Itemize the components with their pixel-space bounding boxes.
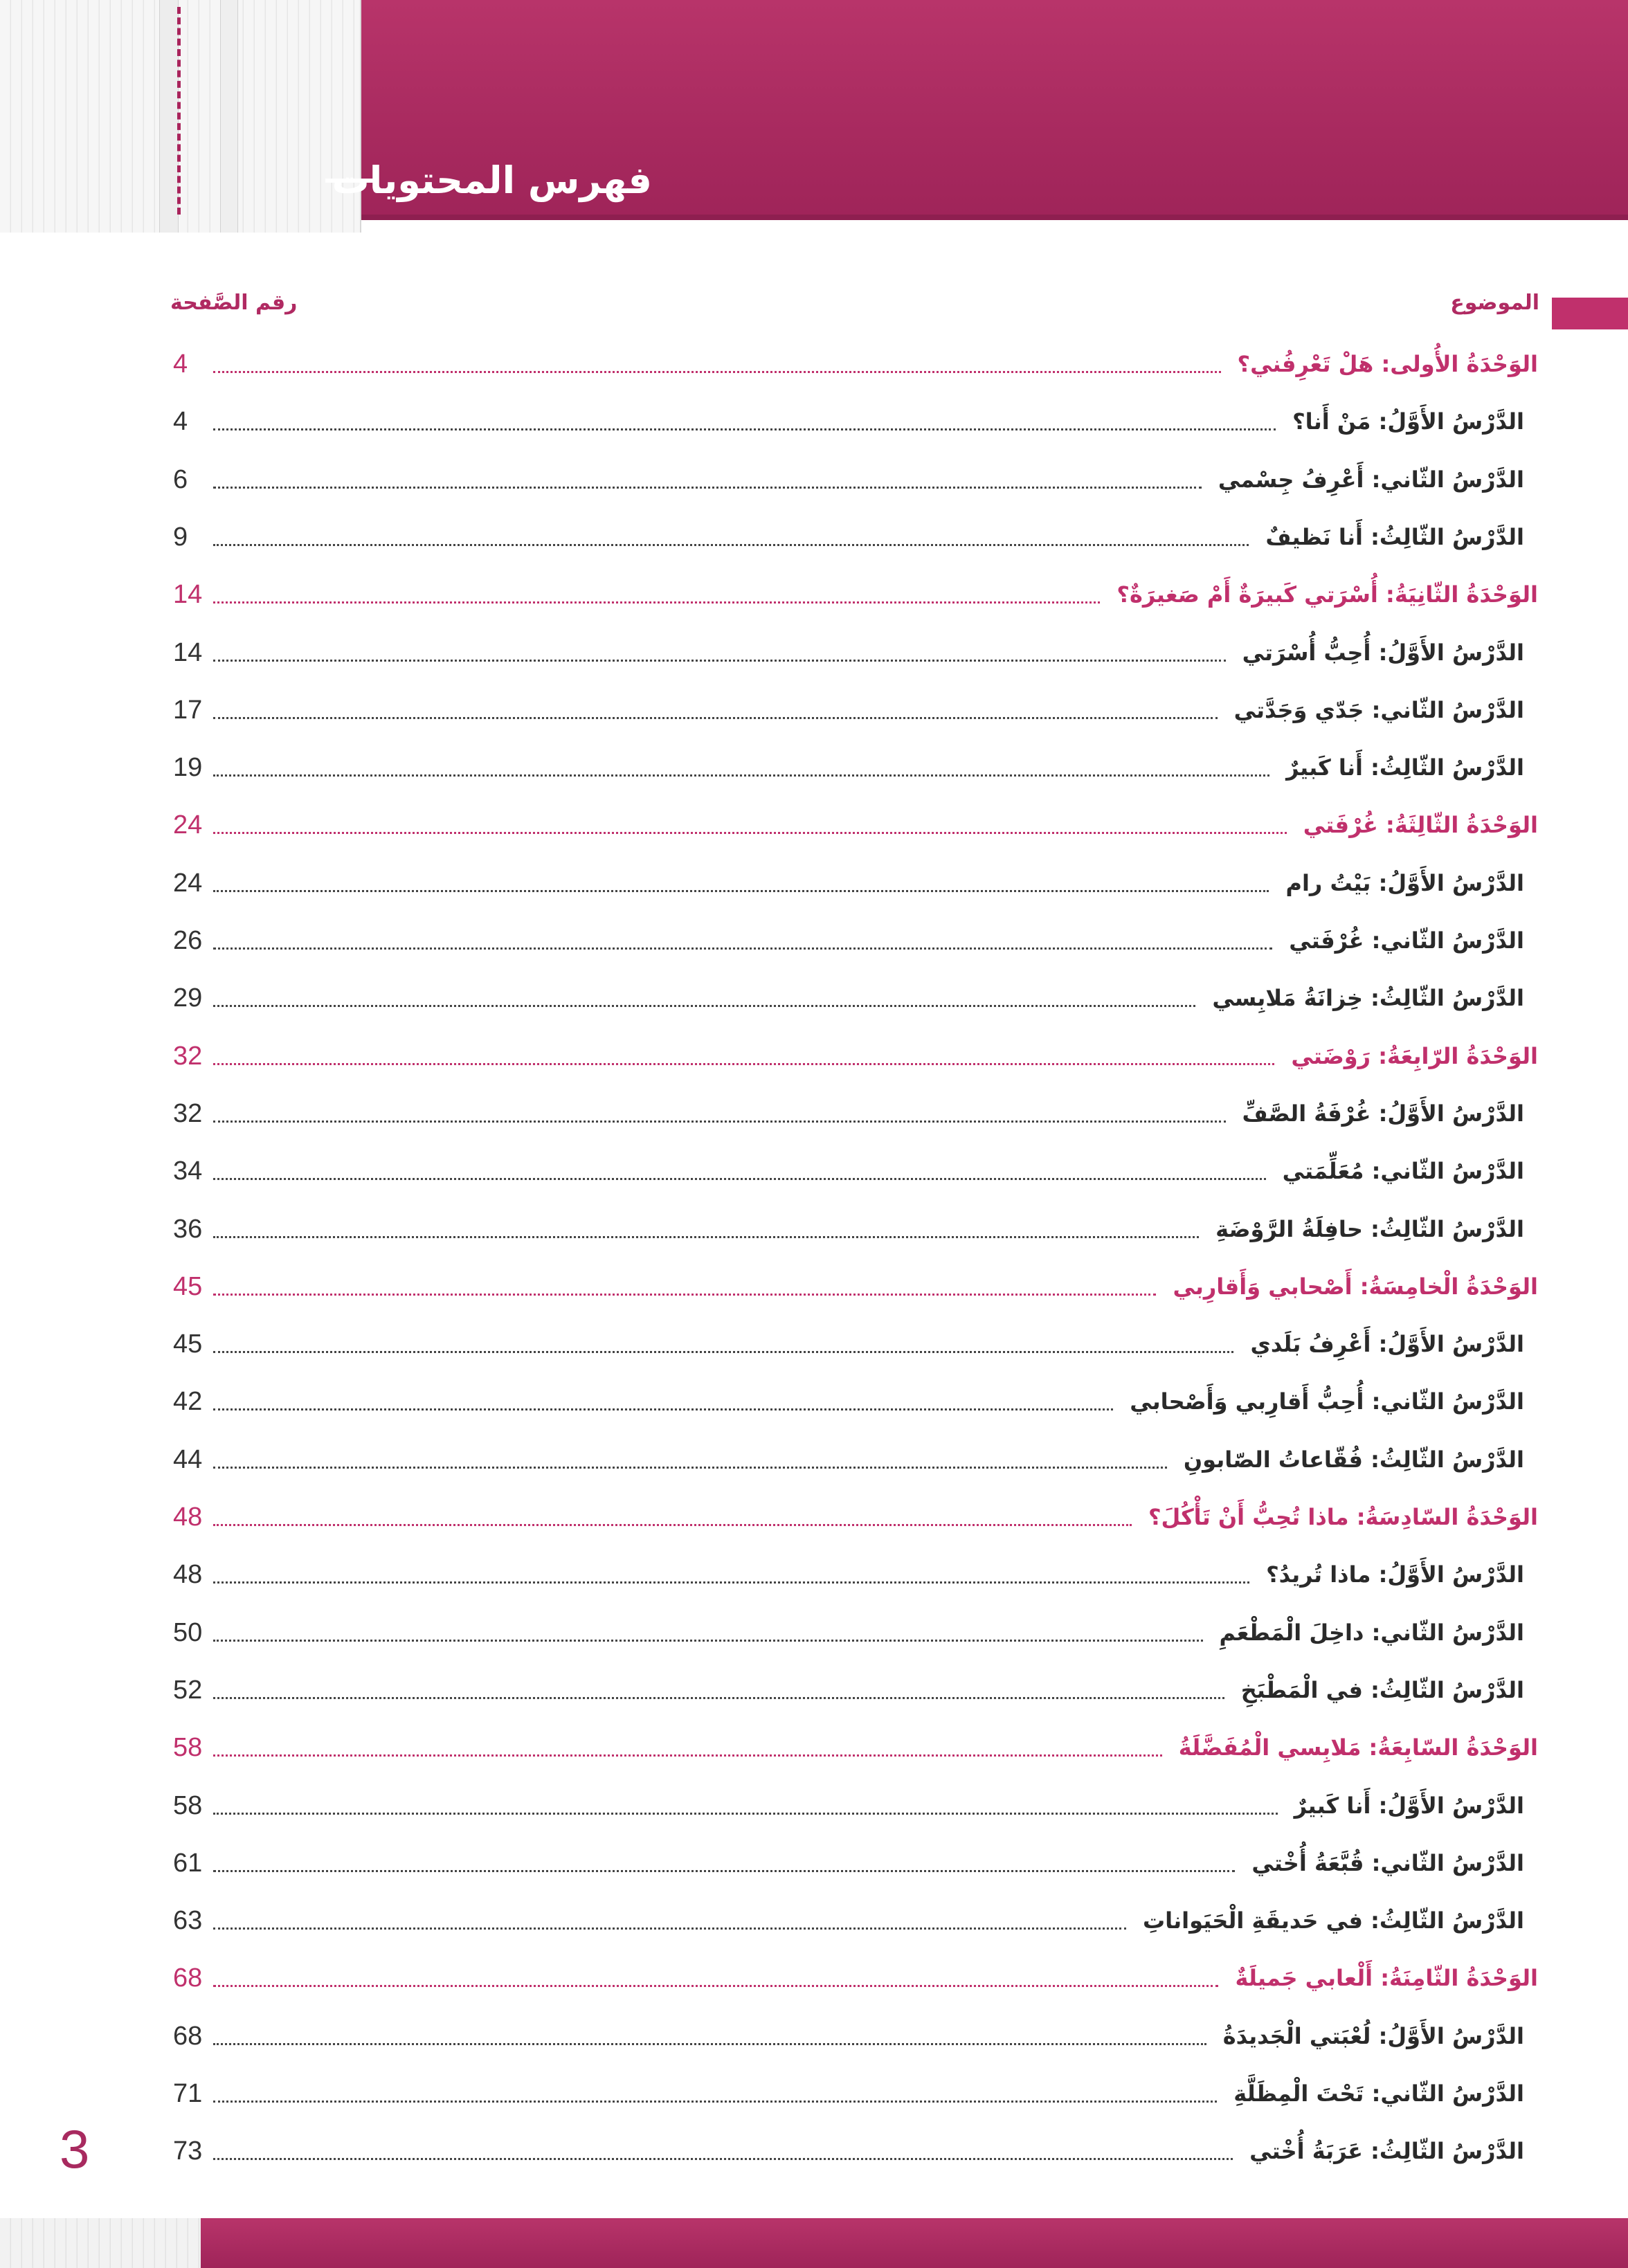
toc-lesson-row[interactable] (0, 1208, 1628, 1250)
toc-lesson-title: الدَّرْسُ الثّالِثُ: في حَديقَةِ الْحَيَواناتِ (1142, 1907, 1524, 1934)
toc-leader-dots (213, 1351, 1233, 1353)
toc-lesson-title: الدَّرْسُ الأَوَّلُ: أُحِبُّ أُسْرَتي (1242, 639, 1524, 666)
toc-lesson-row[interactable] (0, 1093, 1628, 1134)
spine-stitch (177, 7, 181, 215)
toc-unit-row[interactable] (0, 1957, 1628, 1999)
toc-leader-dots (213, 1467, 1167, 1469)
toc-unit-title: الوَحْدَةُ السّابِعَةُ: مَلابِسي الْمُفَضَّلَةُ (1178, 1734, 1538, 1761)
footer-spine (0, 2218, 201, 2268)
toc-page-number: 42 (173, 1387, 203, 1416)
toc-unit-title: الوَحْدَةُ الْخامِسَةُ: أَصْحابي وَأَقارِبي (1173, 1273, 1538, 1300)
toc-lesson-title: الدَّرْسُ الأَوَّلُ: بَيْتُ رام (1285, 870, 1524, 896)
toc-page-number: 34 (173, 1156, 203, 1186)
toc-unit-row[interactable] (0, 1496, 1628, 1538)
toc-lesson-title: الدَّرْسُ الثّاني: غُرْفَتي (1289, 927, 1524, 954)
toc-page-number: 52 (173, 1676, 203, 1705)
toc-unit-title: الوَحْدَةُ السّادِسَةُ: ماذا تُحِبُّ أَنْ تَأْكُلَ؟ (1148, 1504, 1538, 1530)
toc-lesson-row[interactable] (0, 1900, 1628, 1941)
toc-lesson-title: الدَّرْسُ الأَوَّلُ: مَنْ أَنا؟ (1292, 408, 1524, 435)
toc-lesson-row[interactable] (0, 862, 1628, 904)
toc-leader-dots (213, 2043, 1206, 2045)
toc-lesson-title: الدَّرْسُ الثّاني: جَدّي وَجَدَّتي (1233, 697, 1524, 723)
book-spine (0, 0, 361, 233)
spine-stripe (220, 0, 238, 233)
toc-leader-dots (213, 1294, 1156, 1296)
toc-lesson-title: الدَّرْسُ الثّاني: مُعَلِّمَتي (1282, 1158, 1524, 1184)
toc-lesson-row[interactable] (0, 516, 1628, 558)
column-header-page: رقم الصَّفحة (170, 291, 298, 315)
toc-leader-dots (213, 1121, 1226, 1123)
toc-unit-row[interactable] (0, 1727, 1628, 1768)
toc-page-number: 63 (173, 1906, 203, 1935)
toc-unit-title: الوَحْدَةُ الأُولى: هَلْ تَعْرِفُني؟ (1237, 351, 1538, 377)
toc-lesson-row[interactable] (0, 920, 1628, 961)
toc-leader-dots (213, 1063, 1274, 1065)
toc-leader-dots (213, 601, 1100, 604)
toc-lesson-title: الدَّرْسُ الثّاني: قُبَّعَةُ أُخْتي (1251, 1850, 1524, 1876)
toc-lesson-row[interactable] (0, 1323, 1628, 1365)
toc-unit-title: الوَحْدَةُ الثّانِيَةُ: أُسْرَتي كَبيرَةٌ أَمْ صَغيرَةٌ؟ (1116, 581, 1538, 608)
toc-lesson-title: الدَّرْسُ الثّالِثُ: عَرَبَةُ أُخْتي (1249, 2138, 1524, 2164)
toc-page-number: 4 (173, 350, 188, 379)
toc-lesson-row[interactable] (0, 689, 1628, 731)
toc-page-number: 9 (173, 523, 188, 552)
toc-lesson-row[interactable] (0, 1150, 1628, 1192)
spine-stripe (159, 0, 179, 233)
toc-unit-title: الوَحْدَةُ الرّابِعَةُ: رَوْضَتي (1291, 1043, 1538, 1069)
toc-leader-dots (213, 2101, 1217, 2103)
toc-lesson-row[interactable] (0, 459, 1628, 500)
toc-leader-dots (213, 1640, 1203, 1642)
toc-leader-dots (213, 832, 1287, 834)
toc-page-number: 68 (173, 2022, 203, 2051)
toc-lesson-row[interactable] (0, 977, 1628, 1019)
toc-page-number: 32 (173, 1042, 203, 1071)
toc-page-number: 6 (173, 465, 188, 494)
toc-page-number: 48 (173, 1503, 203, 1532)
toc-leader-dots (213, 1927, 1126, 1930)
toc-leader-dots (213, 544, 1249, 546)
toc-unit-row[interactable] (0, 1266, 1628, 1307)
toc-page-number: 61 (173, 1849, 203, 1878)
toc-lesson-title: الدَّرْسُ الثّالِثُ: فُقّاعاتُ الصّابونِ (1183, 1446, 1524, 1473)
toc-page-number: 17 (173, 696, 203, 725)
page-title: فهرس المحتويات (332, 158, 652, 202)
toc-page-number: 14 (173, 638, 203, 667)
toc-page-number: 48 (173, 1560, 203, 1589)
toc-page-number: 58 (173, 1791, 203, 1820)
toc-lesson-title: الدَّرْسُ الأَوَّلُ: أَعْرِفُ بَلَدي (1250, 1331, 1524, 1357)
toc-page-number: 58 (173, 1733, 203, 1762)
toc-unit-title: الوَحْدَةُ الثّالِثَةُ: غُرْفَتي (1303, 812, 1538, 838)
toc-leader-dots (213, 1524, 1132, 1526)
toc-page-number: 26 (173, 926, 203, 955)
toc-leader-dots (213, 1813, 1278, 1815)
toc-page-number: 68 (173, 1963, 203, 1993)
toc-leader-dots (213, 947, 1272, 950)
toc-lesson-title: الدَّرْسُ الأَوَّلُ: غُرْفَةُ الصَّفِّ (1242, 1100, 1524, 1127)
toc-lesson-row[interactable] (0, 2015, 1628, 2057)
toc-lesson-row[interactable] (0, 747, 1628, 788)
toc-leader-dots (213, 1754, 1162, 1757)
toc-lesson-row[interactable] (0, 2130, 1628, 2172)
toc-lesson-title: الدَّرْسُ الثّاني: أُحِبُّ أَقارِبي وَأَصْحابي (1130, 1388, 1524, 1415)
toc-lesson-row[interactable] (0, 1439, 1628, 1480)
toc-lesson-row[interactable] (0, 632, 1628, 673)
title-tab (318, 145, 666, 215)
toc-lesson-title: الدَّرْسُ الثّالِثُ: حافِلَةُ الرَّوْضَةِ (1215, 1216, 1524, 1242)
toc-leader-dots (213, 428, 1276, 430)
toc-leader-dots (213, 660, 1226, 662)
toc-leader-dots (213, 487, 1202, 489)
page-number: 3 (60, 2119, 90, 2179)
toc-page-number: 36 (173, 1215, 203, 1244)
toc-lesson-row[interactable] (0, 1785, 1628, 1826)
toc-page-number: 45 (173, 1330, 203, 1359)
toc-page-number: 44 (173, 1445, 203, 1474)
toc-lesson-title: الدَّرْسُ الأَوَّلُ: ماذا تُريدُ؟ (1266, 1561, 1524, 1588)
toc-leader-dots (213, 717, 1218, 719)
toc-leader-dots (213, 2158, 1233, 2160)
toc-leader-dots (213, 1697, 1224, 1699)
toc-lesson-row[interactable] (0, 401, 1628, 442)
toc-page-number: 73 (173, 2137, 203, 2166)
toc-leader-dots (213, 1178, 1266, 1180)
toc-page-number: 24 (173, 810, 203, 840)
section-marker (1552, 298, 1628, 329)
footer-band (201, 2218, 1628, 2268)
toc-lesson-row[interactable] (0, 1842, 1628, 1884)
toc-leader-dots (213, 1870, 1235, 1872)
toc-page-number: 24 (173, 869, 203, 898)
toc-page-number: 19 (173, 753, 203, 782)
toc-lesson-title: الدَّرْسُ الثّاني: داخِلَ الْمَطْعَمِ (1219, 1620, 1524, 1646)
toc-leader-dots (213, 1408, 1113, 1410)
toc-lesson-row[interactable] (0, 1554, 1628, 1595)
toc-lesson-title: الدَّرْسُ الثّاني: تَحْتَ الْمِظَلَّةِ (1233, 2080, 1524, 2107)
toc-unit-row[interactable] (0, 343, 1628, 385)
toc-lesson-title: الدَّرْسُ الأَوَّلُ: لُعْبَتي الْجَديدَةُ (1222, 2023, 1524, 2049)
toc-lesson-title: الدَّرْسُ الثّالِثُ: أَنا كَبيرٌ (1286, 754, 1524, 781)
toc-leader-dots (213, 890, 1269, 892)
toc-page-number: 32 (173, 1099, 203, 1128)
toc-leader-dots (213, 774, 1269, 777)
toc-page-number: 29 (173, 983, 203, 1013)
toc-lesson-row[interactable] (0, 1669, 1628, 1711)
toc-lesson-title: الدَّرْسُ الثّالِثُ: خِزانَةُ مَلابِسي (1212, 985, 1524, 1011)
toc-lesson-title: الدَّرْسُ الثّالِثُ: في الْمَطْبَخِ (1240, 1677, 1524, 1703)
toc-lesson-row[interactable] (0, 1381, 1628, 1422)
toc-lesson-title: الدَّرْسُ الثّالِثُ: أَنا نَظيفٌ (1265, 524, 1524, 550)
toc-unit-row[interactable] (0, 574, 1628, 615)
toc-lesson-row[interactable] (0, 2073, 1628, 2114)
toc-page-number: 45 (173, 1272, 203, 1301)
toc-leader-dots (213, 1985, 1218, 1987)
toc-unit-row[interactable] (0, 804, 1628, 846)
toc-leader-dots (213, 1005, 1195, 1007)
toc-leader-dots (213, 371, 1221, 373)
toc-page-number: 71 (173, 2079, 203, 2108)
column-header-topic: الموضوع (1450, 291, 1539, 315)
toc-leader-dots (213, 1581, 1249, 1584)
toc-page-number: 50 (173, 1618, 203, 1647)
toc-page-number: 14 (173, 580, 203, 609)
toc-unit-title: الوَحْدَةُ الثّامِنَةُ: أَلْعابي جَميلَةٌ (1235, 1965, 1538, 1991)
toc-lesson-title: الدَّرْسُ الثّاني: أَعْرِفُ جِسْمي (1218, 466, 1524, 493)
toc-lesson-row[interactable] (0, 1612, 1628, 1653)
toc-page-number: 4 (173, 407, 188, 436)
toc-leader-dots (213, 1236, 1199, 1238)
toc-unit-row[interactable] (0, 1035, 1628, 1077)
toc-lesson-title: الدَّرْسُ الأَوَّلُ: أَنا كَبيرٌ (1294, 1793, 1524, 1819)
